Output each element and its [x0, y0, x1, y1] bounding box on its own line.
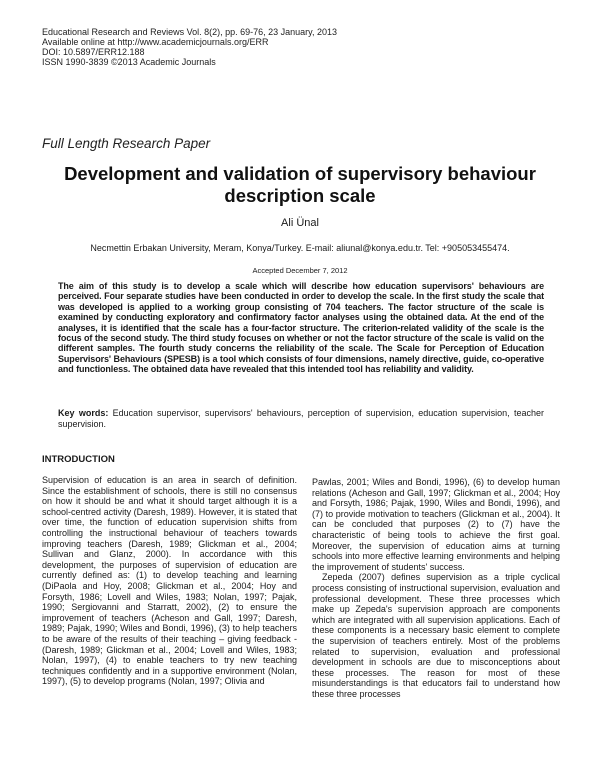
- journal-url: Available online at http://www.academicjournals.org/ERR: [42, 37, 269, 47]
- journal-header: [42, 27, 337, 67]
- body-column-left: [42, 475, 297, 687]
- abstract: The aim of this study is to develop a scale which will describe how education supervisors' behaviours are perceived. Four separate studies have been conducted in order to develop the scale. In the first study the scale that was developed is applied to a working group consisting of 704 teachers. The factor structure of the scale is examined by conducting exploratory and confirmatory factor analyses using the obtained data. At the end of the analyses, it is identified that the scale has a four-factor structure. The criterion-related validity of the scale is the focus of the second study. The third study focuses on whether or not the factor structure of the scale is valid on the different samples. The fourth study concerns the reliability of the scale. The Scale for Perception of Education Supervisors' Behaviours (SPESB) is a tool which consists of four dimensions, namely directive, guide, co-operative and functionless. The obtained data have revealed that this intended tool has reliability and validity.: [58, 281, 544, 375]
- keywords: [58, 408, 544, 430]
- journal-citation: Educational Research and Reviews Vol. 8(2), pp. 69-76, 23 January, 2013: [42, 27, 338, 37]
- paragraph: Supervision of education is an area in search of definition. Since the establishment of schools, there is still no consensus on how it should be and what it should target although it is a school-centred activity (Daresh, 1989). However, it is stated that over time, the function of education supervision shifts from controlling the instructional behaviour of teachers towards improving teachers (Daresh, 1989; Glickman et al., 2004; Sullivan and Glanz, 2000). In accordance with this development, the purposes of supervision of education are currently defined as: (1) to develop teaching and learning (DiPaola and Hoy, 2008; Glickman et al., 2004; Hoy and Forsyth, 1986; Lovell and Wiles, 1983; Nolan, 1997; Pajak, 1990; Sergiovanni and Starratt, 2002), (2) to ensure the improvement of teachers (Acheson and Gall, 1997; Daresh, 1989; Pajak, 1990; Wiles and Bondi, 1996), (3) to help teachers to be aware of the results of their teaching – giving feedback - (Daresh, 1989; Glickman et al., 2004; Lovell and Wiles, 1983; Nolan, 1997), (4) to enable teachers to try new teaching techniques confidently and in a supportive environment (Nolan, 1997), (5) to develop programs (Nolan, 1997; Olivia and: [42, 475, 297, 687]
- body-column-right: [312, 477, 560, 699]
- keywords-label: Key words:: [58, 408, 109, 418]
- paragraph: Pawlas, 2001; Wiles and Bondi, 1996), (6) to develop human relations (Acheson and Gall, 1997; Glickman et al., 2004; Hoy and Forsyth, 1986; Pajak, 1990, Wiles and Bondi, 1996), and (7) to provide motivation to teachers (Glickman et al., 2004). It can be concluded that purposes (2) to (7) have the characteristic of being tools to achieve the first goal. Moreover, the supervision of education aims at turning schools into more effective learning environments and helping the improvement of students' success.: [312, 477, 560, 572]
- keywords-text: Education supervisor, supervisors' behaviours, perception of supervision, education supervision, teacher supervision.: [58, 408, 544, 429]
- affiliation: Necmettin Erbakan University, Meram, Konya/Turkey. E-mail: aliunal@konya.edu.tr. Tel: +905053455474.: [90, 243, 510, 253]
- paragraph: Zepeda (2007) defines supervision as a triple cyclical process consisting of instructional supervision, evaluation and professional development. These three processes which make up Zepeda's supervision approach are components which are integrated with all supervision applications. Each of these components is a necessary basic element to complete the supervision of teachers entirely. Most of the problems related to supervision, evaluation and professional development in schools are due to misconceptions about these processes. The reason for most of these misunderstandings is that educators fail to understand how these three processes: [312, 572, 560, 699]
- accepted-date: Accepted December 7, 2012: [252, 266, 348, 275]
- issn: ISSN 1990-3839 ©2013 Academic Journals: [42, 57, 216, 67]
- paper-title: Development and validation of supervisory behaviour description scale: [64, 163, 536, 206]
- paper-type: Full Length Research Paper: [42, 136, 211, 151]
- doi: DOI: 10.5897/ERR12.188: [42, 47, 145, 57]
- author: Ali Ünal: [281, 217, 319, 229]
- section-heading-introduction: INTRODUCTION: [42, 454, 115, 465]
